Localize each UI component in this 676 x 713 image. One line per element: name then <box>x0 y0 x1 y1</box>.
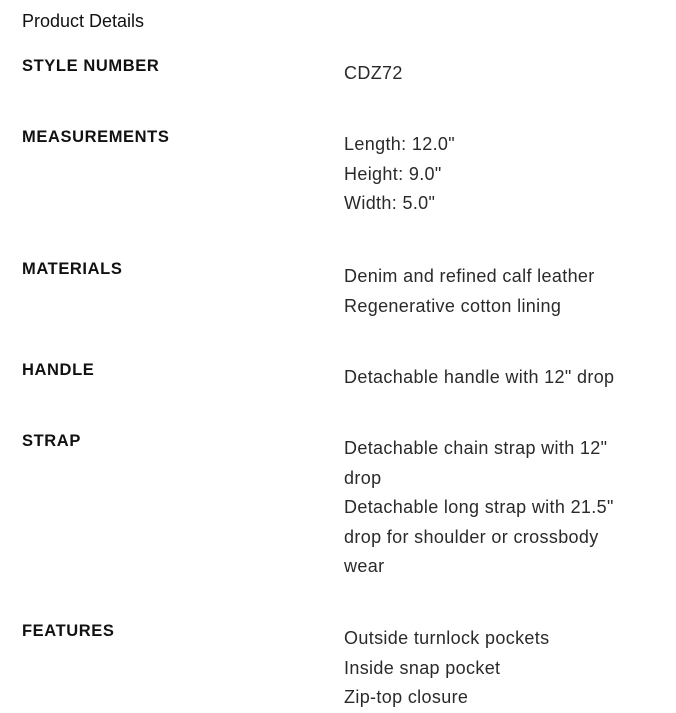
spec-value: drop <box>344 467 382 488</box>
spec-values <box>344 624 669 713</box>
spec-values <box>344 434 669 582</box>
spec-values <box>344 130 669 219</box>
spec-value: Height: 9.0" <box>344 163 442 184</box>
spec-value: Zip-top closure <box>344 687 469 708</box>
spec-value: CDZ72 <box>344 63 403 83</box>
spec-label: STRAP <box>22 432 81 450</box>
spec-values <box>344 363 669 393</box>
spec-value: Detachable handle with 12" drop <box>344 367 615 387</box>
page-title: Product Details <box>22 11 145 31</box>
spec-value: Regenerative cotton lining <box>344 295 562 316</box>
spec-value: Denim and refined calf leather <box>344 266 595 286</box>
spec-value: Outside turnlock pockets <box>344 628 550 648</box>
spec-label: STYLE NUMBER <box>22 57 160 75</box>
spec-value: Detachable long strap with 21.5" <box>344 497 614 518</box>
spec-label: HANDLE <box>22 361 95 379</box>
spec-value: Detachable chain strap with 12" <box>344 438 608 458</box>
spec-value: Length: 12.0" <box>344 134 456 154</box>
spec-label: MEASUREMENTS <box>22 128 170 146</box>
spec-label: FEATURES <box>22 622 115 640</box>
spec-values <box>344 59 669 89</box>
spec-value: Width: 5.0" <box>344 193 436 214</box>
spec-label: MATERIALS <box>22 260 123 278</box>
spec-value: drop for shoulder or crossbody <box>344 526 599 547</box>
spec-values <box>344 262 669 321</box>
spec-value: Inside snap pocket <box>344 657 501 678</box>
spec-value: wear <box>344 556 385 577</box>
